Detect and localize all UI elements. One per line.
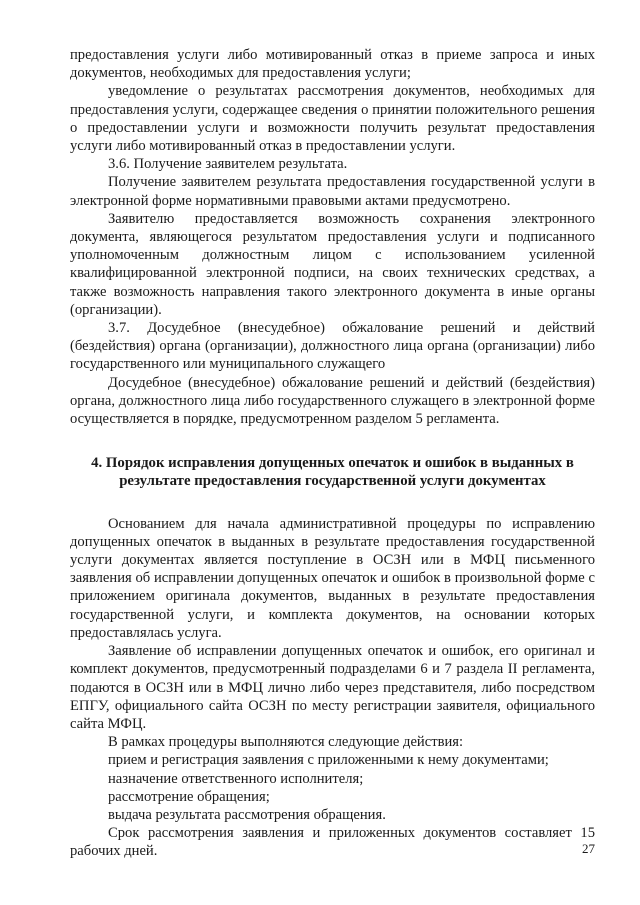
- paragraph: Срок рассмотрения заявления и приложенных документов составляет 15 рабочих дней.: [70, 825, 595, 860]
- list-item: выдача результата рассмотрения обращения.: [108, 806, 386, 823]
- subsection-title: 3.6. Получение заявителем результата.: [108, 156, 348, 173]
- paragraph: Досудебное (внесудебное) обжалование решений и действий (бездействия) органа, должностного лица либо государственного служащего в электронной форме осуществляется в порядке, предусмотренном разделом 5 регламента.: [70, 374, 595, 428]
- section-heading-line-2: результате предоставления государственной услуги документах: [119, 473, 546, 490]
- paragraph: Основанием для начала административной процедуры по исправлению допущенных опечаток в выданных в результате предоставления государственной услуги документах является поступление в ОСЗН или в МФЦ письменного заявления об исправлении допущенных опечаток и ошибок в произвольной форме с приложением оригинала документов, выданных в результате предоставления государственной услуги, и комплекта документов, на основании которых предоставлялась услуга.: [70, 515, 595, 641]
- list-item: назначение ответственного исполнителя;: [108, 770, 364, 787]
- paragraph: В рамках процедуры выполняются следующие действия:: [108, 734, 464, 751]
- paragraph: Заявление об исправлении допущенных опечаток и ошибок, его оригинал и комплект документов, предусмотренный подразделами 6 и 7 раздела II регламента, подаются в ОСЗН или в МФЦ лично либо через представителя, либо посредством ЕПГУ, официального сайта ОСЗН по месту регистрации заявителя, официального сайта МФЦ.: [70, 643, 595, 732]
- section-heading-line-1: 4. Порядок исправления допущенных опечаток и ошибок в выданных в: [91, 455, 574, 472]
- document-page: [70, 46, 595, 861]
- list-item: прием и регистрация заявления с приложенными к нему документами;: [108, 752, 549, 769]
- paragraph: Получение заявителем результата предоставления государственной услуги в электронной форме нормативными правовыми актами предусмотрено.: [70, 174, 595, 209]
- paragraph: предоставления услуги либо мотивированный отказ в приеме запроса и иных документов, необходимых для предоставления услуги;: [70, 47, 595, 82]
- paragraphs-top: [70, 46, 595, 428]
- subsection-title: 3.7. Досудебное (внесудебное) обжалование решений и действий (бездействия) органа (организации), должностного лица органа (организации) либо государственного или муниципального служащего: [70, 320, 595, 373]
- section-heading: [70, 454, 595, 490]
- page-number: 27: [582, 841, 595, 856]
- paragraphs-bottom: [70, 515, 595, 861]
- paragraph: Заявителю предоставляется возможность сохранения электронного документа, являющегося результатом предоставления услуги и подписанного уполномоченным должностным лицом с использованием усиленной квалифицированной электронной подписи, на своих технических средствах, а также возможность направления такого электронного документа в иные органы (организации).: [70, 210, 595, 318]
- list-item: рассмотрение обращения;: [108, 788, 270, 805]
- paragraph: уведомление о результатах рассмотрения документов, необходимых для предоставления услуги, содержащее сведения о принятии положительного решения о предоставлении услуги и возможности получить результат предоставления услуги либо мотивированный отказ в предоставлении услуги.: [70, 83, 595, 155]
